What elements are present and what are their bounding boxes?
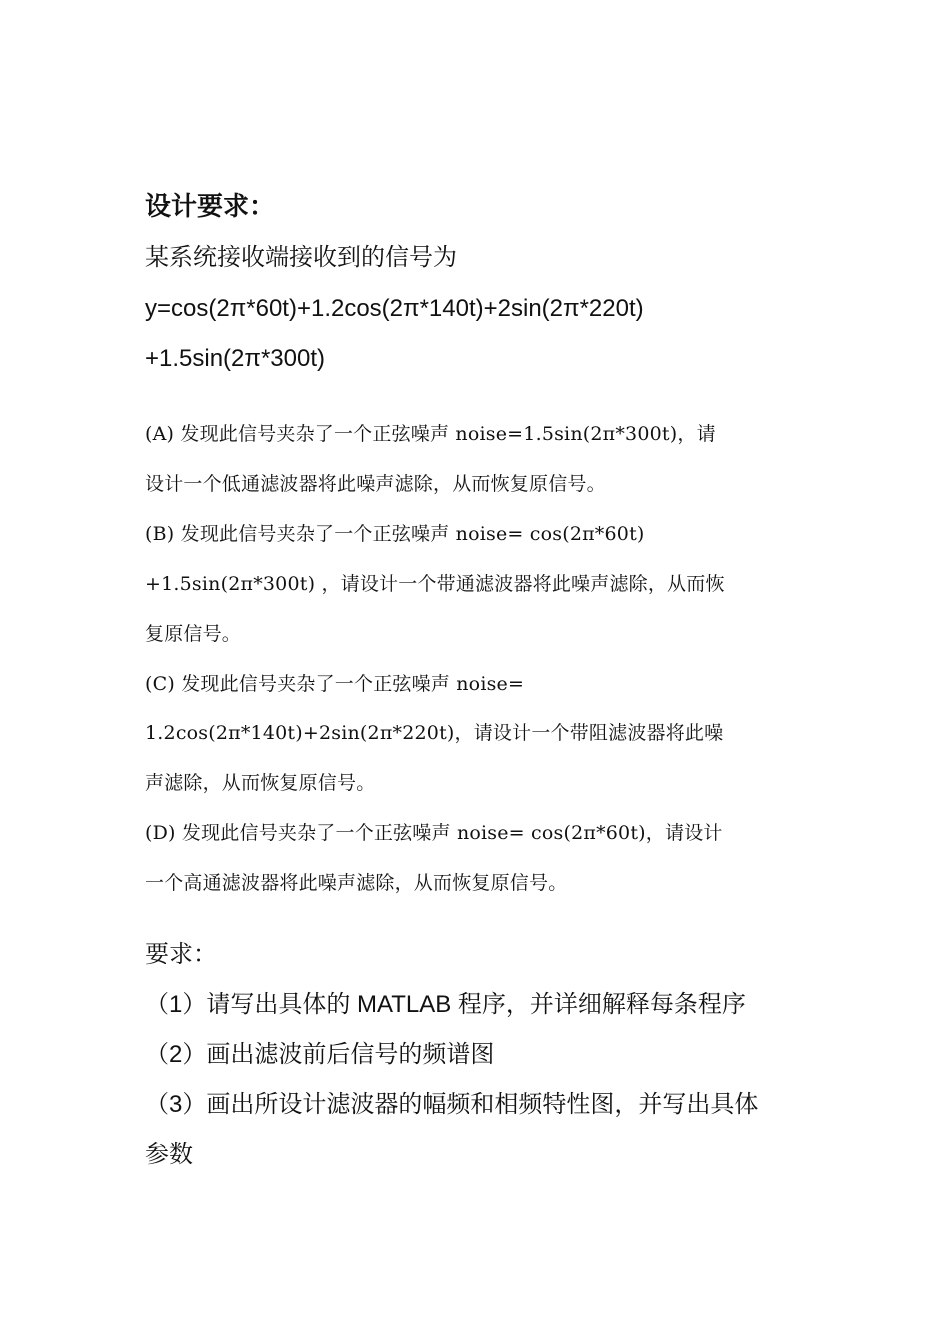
requirement-2: （2）画出滤波前后信号的频谱图 (145, 1041, 495, 1068)
task-c-line-2: 1.2cos(2π*140t)+2sin(2π*220t)，请设计一个带阻滤波器将此噪 (145, 722, 724, 744)
signal-formula-line-2: +1.5sin(2π*300t) (145, 345, 325, 372)
task-c-line-1: (C) 发现此信号夹杂了一个正弦噪声 noise= (145, 673, 525, 695)
task-b-line-2: +1.5sin(2π*300t) ，请设计一个带通滤波器将此噪声滤除，从而恢 (145, 573, 725, 595)
signal-intro: 某系统接收端接收到的信号为 (145, 244, 457, 271)
signal-formula-line-1: y=cos(2π*60t)+1.2cos(2π*140t)+2sin(2π*220t) (145, 295, 644, 322)
task-b-line-3: 复原信号。 (145, 623, 242, 645)
task-b-line-1: (B) 发现此信号夹杂了一个正弦噪声 noise= cos(2π*60t) (145, 523, 645, 545)
task-c-line-3: 声滤除，从而恢复原信号。 (145, 772, 376, 794)
requirement-1: （1）请写出具体的 MATLAB 程序，并详细解释每条程序 (145, 991, 746, 1018)
task-d-line-1: (D) 发现此信号夹杂了一个正弦噪声 noise= cos(2π*60t)，请设计 (145, 822, 723, 844)
task-d-line-2: 一个高通滤波器将此噪声滤除，从而恢复原信号。 (145, 872, 568, 894)
requirements-heading: 要求： (145, 941, 217, 968)
requirement-3-line-2: 参数 (145, 1141, 193, 1168)
task-a-line-2: 设计一个低通滤波器将此噪声滤除，从而恢复原信号。 (145, 473, 606, 495)
requirement-3-line-1: （3）画出所设计滤波器的幅频和相频特性图，并写出具体 (145, 1091, 759, 1118)
design-requirements-heading: 设计要求： (145, 191, 276, 221)
task-a-line-1: (A) 发现此信号夹杂了一个正弦噪声 noise=1.5sin(2π*300t)，请 (145, 423, 716, 445)
